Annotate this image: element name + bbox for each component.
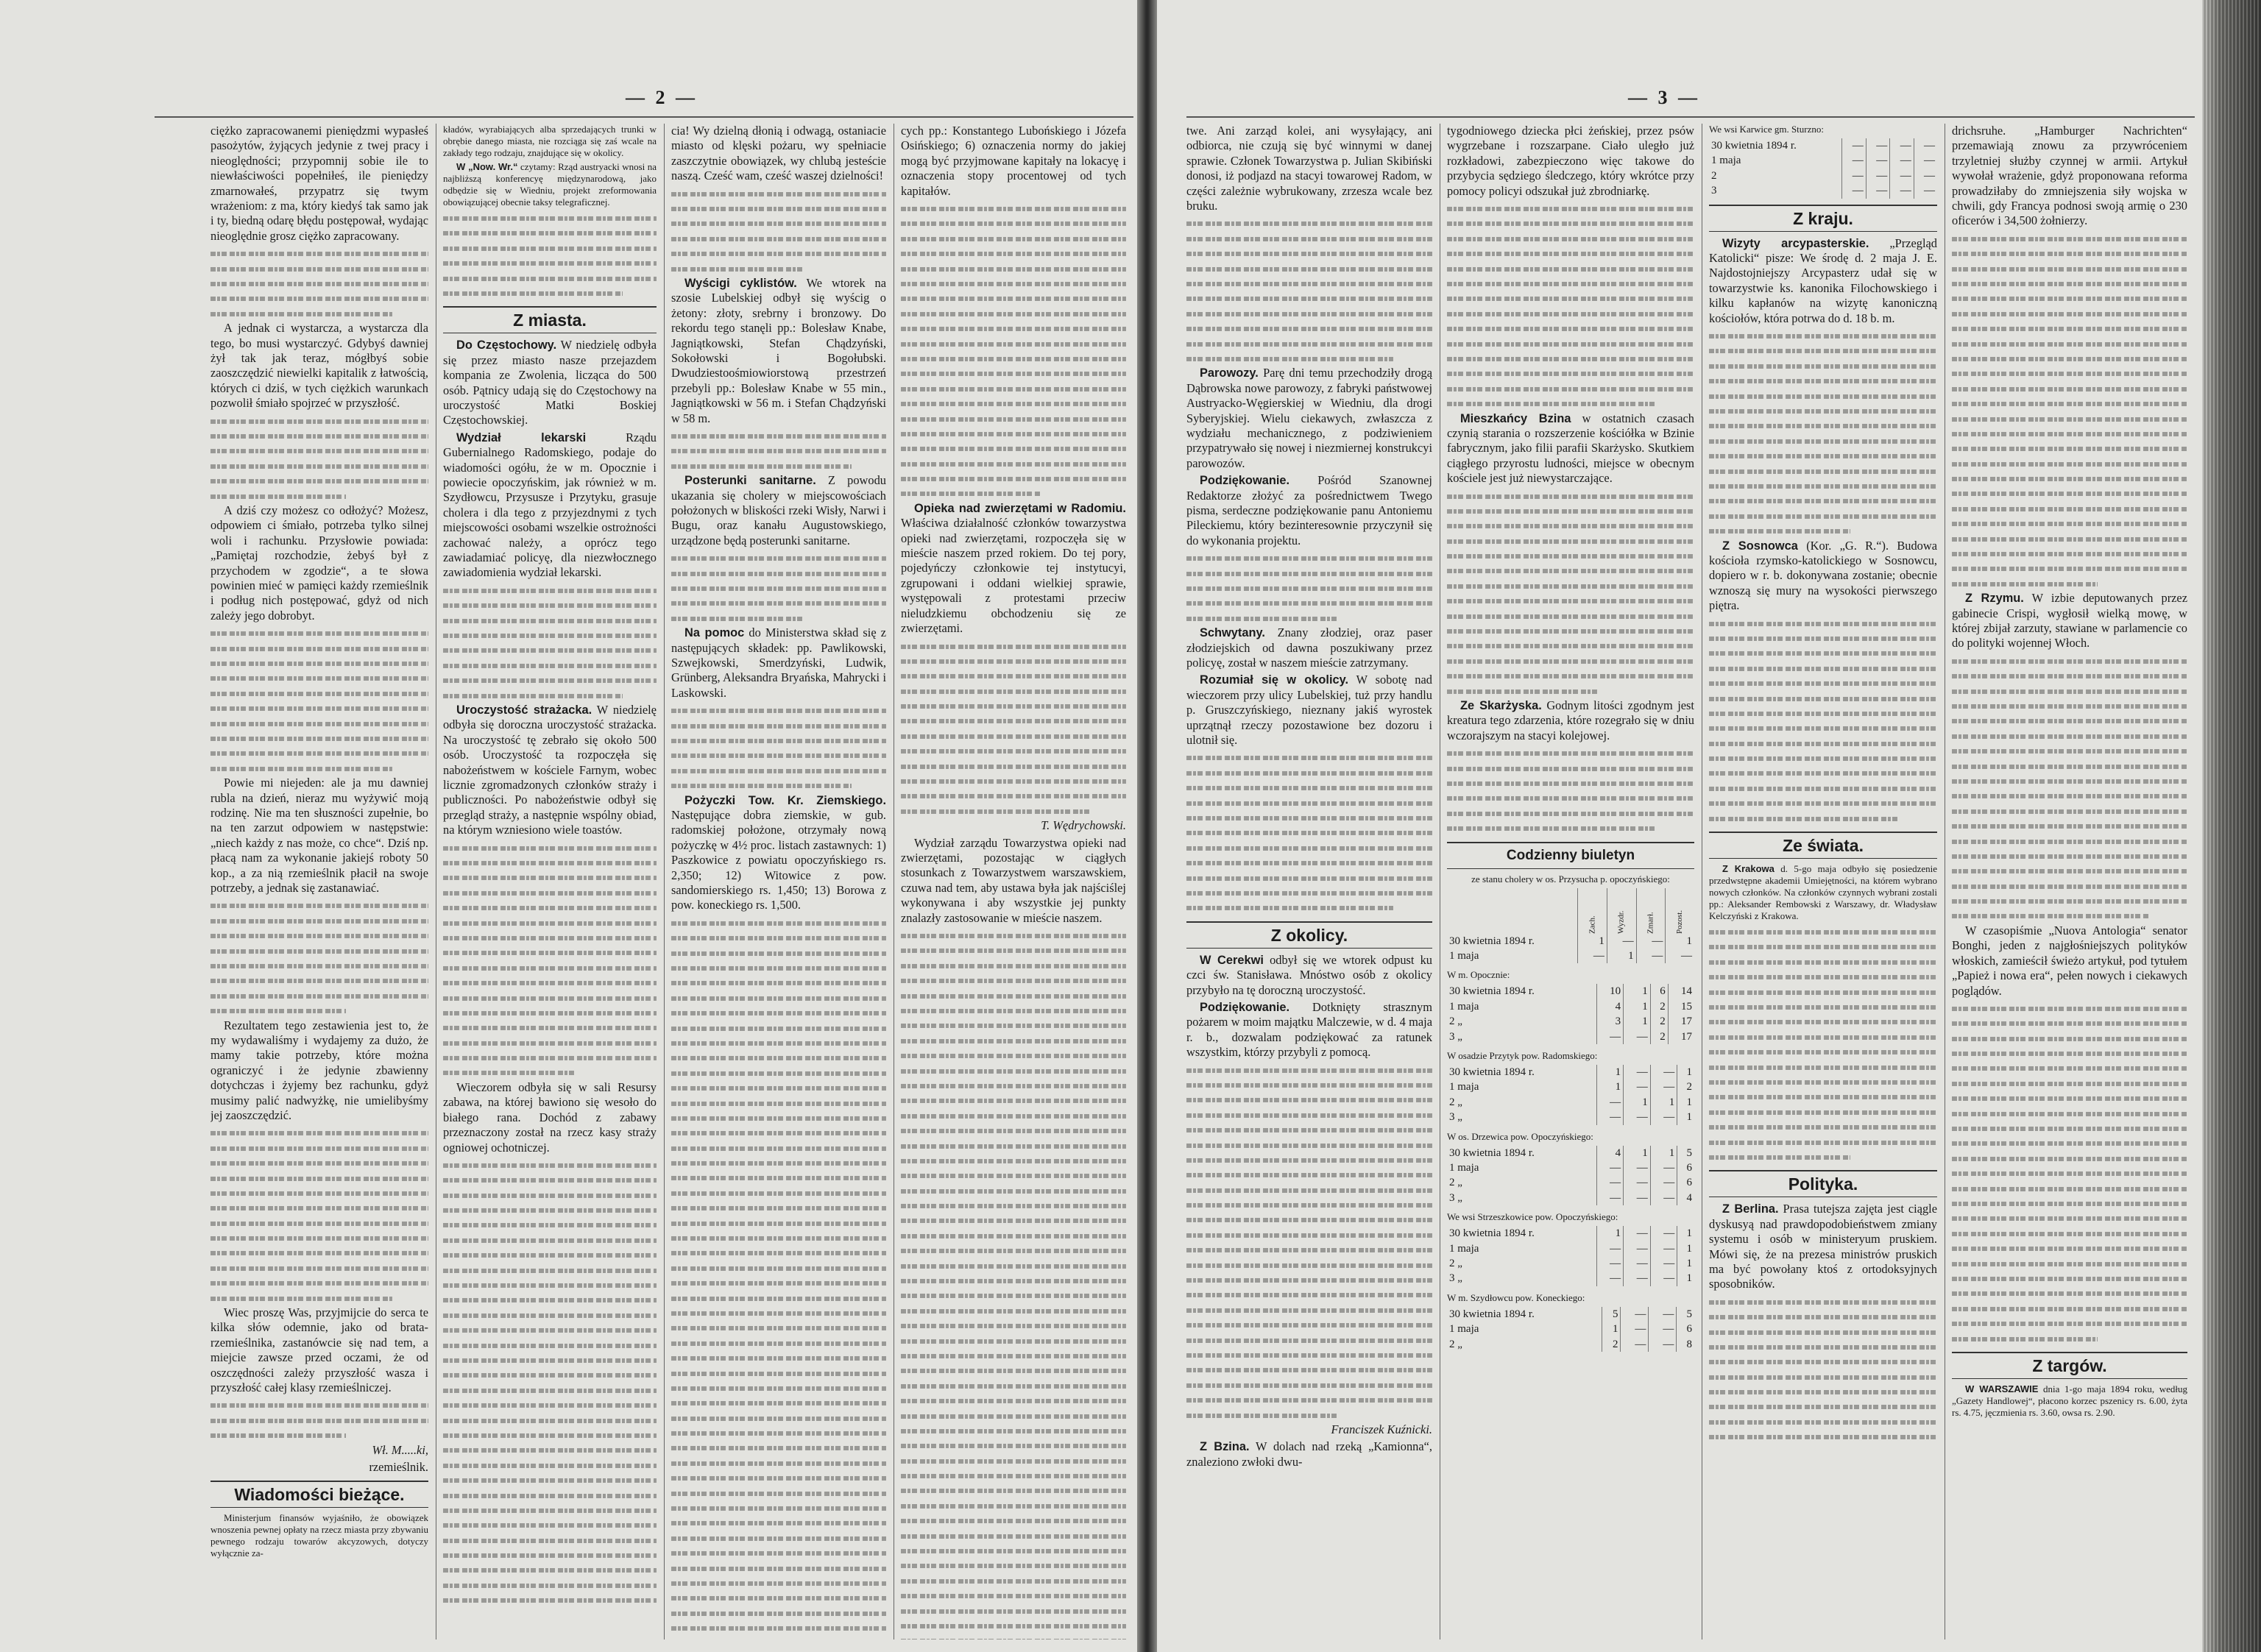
table-cell: — [1866, 138, 1890, 153]
item-text: Prasa tutejsza zajęta jest ciągle dyskusyą nad prawdopodobieństwem zmiany systemu i osób w ministeryum pruskiem. Mówi się, że na prezesa ministrów pruskich ma być powołany ktoś z ortodoksyjnych sposobników. [1709, 1202, 1937, 1291]
text-block [1709, 1294, 1937, 1444]
item-title: Wydział lekarski [456, 430, 587, 444]
text-block [1952, 653, 2187, 924]
table-cell: — [1636, 949, 1666, 963]
item-text: Z powodu ukazania się cholery w miejscowościach położonych w bliskości rzeki Wisły, Narwi i Bugu, oraz kanału Augustowskiego, urządzone będą posterunki sanitarne. [671, 473, 886, 547]
table-cell: — [1842, 153, 1867, 168]
table-cell: 1 [1596, 1226, 1624, 1241]
text-block [1709, 924, 1937, 1164]
book-gutter [1137, 0, 1157, 1652]
text-block [1186, 550, 1432, 625]
table-row [1447, 1080, 1694, 1094]
table-cell: — [1866, 169, 1890, 183]
item-text: Następujące dobra ziemskie, w gub. radomskiej położone, otrzymały nową pożyczkę w 4½ proc. listach zastawnych: 1) Paszkowice z powiatu opoczyńskiego rs. 2,350; 12) Witowice z pow. sandomierskiego rs. 1,450; 13) Borowa z pow. koneckiego rs. 1,500. [671, 807, 886, 912]
item-title: Opieka nad zwierzętami w Radomiu. [914, 501, 1126, 515]
item-title: W WARSZAWIE [1965, 1383, 2039, 1394]
item-title: Podziękowanie. [1200, 474, 1290, 488]
item-text: do Ministerstwa skład się z następujących składek: pp. Pawlikowski, Szwejkowski, Smerdzyński, Ludwik, Grünberg, Aleksandra Bryańska, Mahrycki i Laskowski. [671, 625, 886, 700]
table-row [1447, 1337, 1694, 1352]
item-text: W dolach nad rzeką „Kamionna“, znaleziono zwłoki dwu- [1186, 1439, 1432, 1469]
section-subtitle: ze stanu cholery w os. Przysucha p. opoczyńskiego: [1471, 873, 1670, 885]
table-cell: 1 [1624, 999, 1651, 1014]
section-title-biuletyn: Codzienny biuletyn [1447, 842, 1694, 869]
table-cell: 30 kwietnia 1894 r. [1449, 1308, 1535, 1320]
table-row [1447, 949, 1694, 963]
text-block [443, 210, 657, 300]
right-page [1157, 0, 2202, 1652]
column-5 [1186, 124, 1432, 1639]
item-text: czytamy: Rząd austryacki wnosi na najbliższą konferencyę międzynarodową, jako odbędzie się w Wiedniu, projekt zreformowania obowiązującej obecnie taksy telegraficznej. [443, 161, 657, 208]
section-title-polityka: Polityka. [1709, 1170, 1937, 1197]
table-row [1447, 1014, 1694, 1029]
table-cell: — [1914, 153, 1937, 168]
table-cell: 1 [1607, 949, 1636, 963]
item-title: Ze Skarżyska. [1460, 699, 1542, 712]
table-cell: — [1624, 1065, 1651, 1080]
item-title: W Cerekwi [1200, 953, 1264, 967]
table-cell: — [1650, 1271, 1677, 1286]
table-cell: 17 [1668, 1029, 1694, 1044]
table-cell: — [1596, 1241, 1624, 1256]
table-cell: — [1596, 1271, 1624, 1286]
text-block [1447, 489, 1694, 698]
text-block [1952, 1001, 2187, 1346]
paragraph: kładów, wyrabiających alba sprzedających trunki w obrębie danego miasta, nie rozciąga się zaś wcale na zakłady tego rodzaju, znajdujące się w okolicy. [443, 124, 657, 158]
table-row [1447, 1256, 1694, 1271]
cholera-table [1447, 1146, 1694, 1206]
table-cell: — [1650, 1256, 1677, 1271]
table-cell: 1 [1650, 1146, 1677, 1160]
item-title: W „Now. Wr.“ [456, 161, 518, 172]
paragraph: Rezultatem tego zestawienia jest to, że my wydawaliśmy i wydajemy za dużo, że mamy takie potrzeby, które można ograniczyć i że jedynie zbawienny dotychczas i żyjemy bez rachunku, gdyż musimy palić nadwyżkę, nie umielibyśmy jej zaoszczędzić. [210, 1018, 428, 1122]
table-cell: 6 [1677, 1160, 1694, 1175]
table-row [1447, 1175, 1694, 1190]
text-block [1186, 1063, 1432, 1422]
table-cell: 2 „ [1449, 1258, 1462, 1270]
cholera-table [1447, 888, 1694, 964]
item-text: dnia 1-go maja 1894 roku, według „Gazety Handlowej“, płacono korzec pszenicy rs. 6.00, żyta rs. 4.75, jęczmienia rs. 3.60, owsa rs. 2.90. [1952, 1383, 2187, 1418]
item-text: W niedzielę odbyła się doroczna uroczystość strażacka. Na uroczystość tę zebrało się około 500 osób. Uroczystość ta rozpoczęła się nabożeństwem w kościele Farnym, wobec licznie zgromadzonych członków straży i publiczności. Po nabożeństwie odbył się przegląd straży, a następnie wspólny obiad, na którym wzniesiono wiele toastów. [443, 702, 657, 837]
text-block [210, 1397, 428, 1442]
table-cell: 1 maja [1449, 1000, 1479, 1013]
table-row [1447, 1271, 1694, 1286]
table-cell: — [1624, 1226, 1651, 1241]
item-title: Uroczystość strażacka. [456, 703, 592, 717]
table-row [1447, 999, 1694, 1014]
table-cell: — [1842, 183, 1867, 198]
table-cell: — [1621, 1337, 1649, 1352]
table-cell: 2 [1650, 1014, 1668, 1029]
table-cell: — [1650, 1110, 1677, 1124]
item-text: W niedzielę odbyła się przez miasto nasze przejazdem kompania ze Zwolenia, licząca do 500 osób. Pątnicy udają się do Częstochowy na uroczystość Matki Boskiej Częstochowskiej. [443, 338, 657, 428]
table-cell: 3 „ [1449, 1191, 1462, 1204]
item-text: Rządu Gubernialnego Radomskiego, podaje do wiadomości ogółu, że w m. Opocznie i powiecie opoczyńskim, jak również w m. Szydłowcu, Przysusze i Przytyku, grasuje cholera i dla tego z przyjezdnymi z tych miejscowości osobami wszelkie ostrożności zachować należy, a oprócz tego zawiadamiać policyę, dla niezwłocznego zawiadomienia wydział lekarski. [443, 430, 657, 580]
table-cell: — [1624, 1110, 1651, 1124]
text-block [443, 583, 657, 703]
table-row [1447, 1160, 1694, 1175]
item-title: Rozumiał się w okolicy. [1200, 673, 1349, 687]
text-block [1447, 201, 1694, 411]
item-title: Parowozy. [1200, 366, 1259, 380]
table-cell: 8 [1677, 1337, 1694, 1352]
text-block [210, 246, 428, 321]
table-cell: 30 kwietnia 1894 r. [1449, 985, 1535, 998]
text-block [1186, 216, 1432, 366]
text-block [671, 186, 886, 276]
table-cell: 10 [1596, 984, 1624, 999]
table-cell: 1 [1677, 1226, 1694, 1241]
table-row [1709, 153, 1937, 168]
item-text: W izbie deputowanych przez gabinecie Crispi, wygłosił wielką mowę, w której zbijał zarzuty, stawiane w parlamencie co do polityki wojennej Włoch. [1952, 591, 2187, 650]
table-cell: — [1890, 183, 1914, 198]
paragraph: cia! Wy dzielną dłonią i odwagą, ostaniacie miasto od klęski pożaru, wy spełniacie zaszczytnie obowiązek, wy chlubą jesteście naszą. Cześć wam, cześć waszej dzielności! [671, 124, 886, 183]
table-cell: — [1914, 183, 1937, 198]
text-block [1952, 231, 2187, 591]
item-text: „Przegląd Katolicki“ pisze: We środę d. 2 maja J. E. Najdostojniejszy Arcypasterz udał się w towarzystwie ks. kanonika Filochowskiego i kilku kapłanów na wizytę kanoniczną kościołów, która potrwa do d. 18 b. m. [1709, 235, 1937, 325]
text-block [210, 414, 428, 503]
table-cell: — [1842, 169, 1867, 183]
item-text: Właściwa działalność członków towarzystwa opieki nad zwierzętami, rozpoczęła się w mieście naszem przed rokiem. Do tej pory, pojedyńczy członkowie tej instytucyi, zgrupowani i oddani wielkiej sprawie, występowali z protestami przeciw nieludzkiemu obchodzeniu się ze zwierzętami. [901, 516, 1126, 636]
table-cell: 1 maja [1711, 155, 1741, 167]
table-cell: — [1649, 1337, 1677, 1352]
table-cell: 3 [1711, 185, 1717, 197]
table-header-row [1447, 888, 1694, 934]
column-6 [1447, 124, 1694, 1639]
table-title: We wsi Strzeszkowice pow. Opoczyńskiego: [1447, 1211, 1618, 1223]
table-row [1447, 1065, 1694, 1080]
header-rule [155, 116, 1133, 118]
table-cell: 1 [1596, 1080, 1624, 1094]
column-7 [1709, 124, 1937, 1639]
text-block [210, 1125, 428, 1305]
text-block [1709, 616, 1937, 826]
item-title: Z Rzymu. [1965, 592, 2024, 606]
item-title: Wizyty arcypasterskie. [1722, 236, 1869, 250]
table-cell: — [1650, 1191, 1677, 1205]
table-cell: — [1650, 1175, 1677, 1190]
table-cell: — [1650, 1241, 1677, 1256]
table-cell: 2 [1677, 1080, 1694, 1094]
table-cell: — [1624, 1256, 1651, 1271]
table-cell: 1 [1677, 1256, 1694, 1271]
table-cell: 1 maja [1449, 1162, 1479, 1174]
cholera-table [1447, 984, 1694, 1044]
table-cell: 1 [1677, 1110, 1694, 1124]
column-8 [1952, 124, 2187, 1639]
table-row [1447, 1226, 1694, 1241]
item-text: Pośród Szanownej Redaktorze złożyć za pośrednictwem Twego pisma, serdeczne podziękowanie panu Antoniemu Pileckiemu, który bezinteresownie przyczynił się do wykonania projektu. [1186, 473, 1432, 547]
table-cell: 4 [1677, 1191, 1694, 1205]
table-cell: 2 [1602, 1337, 1621, 1352]
table-cell: — [1596, 1029, 1624, 1044]
item-text: (Kor. „G. R.“). Budowa kościoła rzymsko-katolickiego w Sosnowcu, dopiero w r. b. dokonywana zostanie; obecnie wznoszą się mury na wysokości pierwszego piętra. [1709, 538, 1937, 613]
table-cell: — [1866, 183, 1890, 198]
table-cell: 5 [1677, 1146, 1694, 1160]
table-cell: — [1596, 1095, 1624, 1110]
table-cell: — [1890, 138, 1914, 153]
table-row [1709, 169, 1937, 183]
text-block [443, 1158, 657, 1608]
table-cell: — [1596, 1160, 1624, 1175]
cholera-table [1447, 1226, 1694, 1286]
signature: Wł. M.....ki, [372, 1442, 428, 1457]
item-text: w ostatnich czasach czynią starania o rozszerzenie kościółka w Bzinie fabrycznym, jako filii parafii Skarżysko. Skutkiem ciągłego przyrostu ludności, miejsce w obecnym kościele jest już niewystarczające. [1447, 411, 1694, 486]
text-block [901, 639, 1126, 819]
table-cell: — [1890, 153, 1914, 168]
item-title: Wyścigi cyklistów. [684, 276, 797, 290]
table-row [1447, 984, 1694, 999]
table-row [1709, 183, 1937, 198]
table-row [1447, 1095, 1694, 1110]
table-row [1447, 1241, 1694, 1256]
text-block [1709, 328, 1937, 538]
text-block [1186, 750, 1432, 915]
table-cell: — [1636, 934, 1666, 949]
table-cell: 6 [1677, 1175, 1694, 1190]
column-rule [664, 124, 665, 1639]
signature: T. Wędrychowski. [1041, 818, 1126, 833]
item-title: Na pomoc [684, 626, 745, 640]
text-block [443, 840, 657, 1080]
section-title-z-kraju: Z kraju. [1709, 205, 1937, 232]
text-block [671, 703, 886, 793]
table-row [1447, 1191, 1694, 1205]
table-cell: — [1650, 1226, 1677, 1241]
table-cell: 30 kwietnia 1894 r. [1449, 1146, 1535, 1159]
section-title-ze-swiata: Ze świata. [1709, 832, 1937, 859]
item-text: odbył się we wtorek odpust ku czci św. Stanisława. Mnóstwo osób z okolicy przybyło na tę doroczną uroczystość. [1186, 952, 1432, 997]
table-cell: 1 [1624, 1146, 1651, 1160]
table-cell: — [1624, 1241, 1651, 1256]
table-cell: 15 [1668, 999, 1694, 1014]
table-cell: 2 [1650, 1029, 1668, 1044]
signature-sub: rzemieślnik. [369, 1460, 428, 1475]
table-row [1447, 1146, 1694, 1160]
item-text: Godnym litości zgodnym jest kreatura tego zdarzenia, które rozegrało się w dniu wczorajszym na stacyi kolejowej. [1447, 698, 1694, 742]
paragraph: tygodniowego dziecka płci żeńskiej, przez psów wygrzebane i rozszarpane. Ciało uległo już rozkładowi, zabezpieczono więc takowe do przybycia sędziego śledczego, który wkrótce przy pomocy policyi odszukał już zbrodniarkę. [1447, 124, 1694, 198]
table-cell: 1 [1596, 1065, 1624, 1080]
header-rule [1186, 116, 2195, 118]
table-title: W os. Drzewica pow. Opoczyńskiego: [1447, 1130, 1593, 1142]
table-cell: 1 [1578, 934, 1607, 949]
table-cell: 1 maja [1449, 949, 1479, 962]
item-text: Dotknięty strasznym pożarem w moim majątku Malczewie, w d. 4 maja r. b., dozwalam podziękować za ratunek wszystkim, którzy przybyli z pomocą. [1186, 999, 1432, 1060]
table-cell: 30 kwietnia 1894 r. [1449, 1227, 1535, 1240]
table-row [1709, 138, 1937, 153]
table-cell: — [1596, 1110, 1624, 1124]
text-block [210, 898, 428, 1018]
item-title: Z Krakowa [1722, 863, 1775, 875]
section-title-z-miasta: Z miasta. [443, 306, 657, 333]
page-number: — 3 — [1628, 87, 1700, 108]
table-row [1447, 1029, 1694, 1044]
table-row [1447, 1110, 1694, 1124]
table-cell: 2 „ [1449, 1096, 1462, 1108]
table-cell: 2 „ [1449, 1015, 1462, 1028]
section-title-wiadomosci: Wiadomości bieżące. [210, 1481, 428, 1508]
page-number: — 2 — [626, 87, 698, 108]
paragraph: ciężko zapracowanemi pieniędzmi wypasłeś pasożytów, żyjących jedynie z twej pracy i nieoględności; przypomnij sobie ile to niewłaściwości popełniłeś, ile pieniędzy zmarnowałeś, przypatrz się twym wrażeniom: z ma, który kiedyś tak samo jak i ty, biedną odarę błędu postępował, wydając nieoględnie grosz ciężko zapracowany. [210, 124, 428, 243]
item-title: Z Berlina. [1722, 1202, 1779, 1216]
table-cell: — [1650, 1080, 1677, 1094]
column-2 [443, 124, 657, 1639]
text-block [901, 928, 1126, 1639]
table-cell: — [1621, 1322, 1649, 1336]
table-cell: — [1842, 138, 1867, 153]
table-title: W m. Opocznie: [1447, 969, 1510, 981]
table-cell: — [1890, 169, 1914, 183]
table-cell: 1 [1624, 1014, 1651, 1029]
table-cell: — [1624, 1160, 1651, 1175]
column-header: Zmarł. [1636, 888, 1666, 934]
table-cell: — [1650, 1065, 1677, 1080]
table-cell: 1 [1677, 1065, 1694, 1080]
paragraph: A jednak ci wystarcza, a wystarcza dla tego, bo musi wystarczyć. Gdybyś dawniej żył tak jak teraz, mógłbyś sobie zaoszczędzić niewielki kapitalik z łatwością, których ci dziś, w tych ciężkich warunkach pozwolił śmiało spojrzeć w przyszłość. [210, 321, 428, 411]
table-cell: 5 [1677, 1307, 1694, 1322]
table-title: W osadzie Przytyk pow. Radomskiego: [1447, 1050, 1598, 1061]
table-cell: 1 [1677, 1241, 1694, 1256]
table-cell: 2 [1650, 999, 1668, 1014]
table-title: We wsi Karwice gm. Sturzno: [1709, 124, 1824, 135]
cholera-table [1447, 1307, 1694, 1352]
column-header: Zach. [1578, 888, 1607, 934]
table-cell: 2 „ [1449, 1338, 1462, 1350]
table-cell: — [1866, 153, 1890, 168]
table-cell: — [1624, 1175, 1651, 1190]
table-cell: 30 kwietnia 1894 r. [1711, 140, 1797, 152]
column-header: Pozost. [1666, 888, 1694, 934]
item-text: We wtorek na szosie Lubelskiej odbył się wyścig o żetony: złoty, srebrny i bronzowy. Do rekordu tego stanęli pp.: Bolesław Knabe, Jagniątkowski, Stefan Chądzyński, Sokołowski i Bogołubski. Dwudziestoośmiowiorstową przestrzeń przebyli pp.: Bolesław Knabe w 55 min., Jagniątkowski w 56 m. i Stefan Chądzyński w 58 m. [671, 275, 886, 425]
text-block [671, 550, 886, 625]
table-cell: 1 [1624, 1095, 1651, 1110]
paragraph: Powie mi niejeden: ale ja mu dawniej rubla na dzień, nieraz mu wyżywić moją rodzinę. Nie ma ten słuszności zupełnie, bo na ten zarzut odpowiem w następstwie: „niech każdy z nas może, co chce“. Dziś np. płacą nam za wykonanie jakiejś roboty 50 kop., a za nią rzemieślnik płacił na swoje potrzeby, a jednak się zastanawiać. [210, 776, 428, 895]
cholera-table [1447, 1065, 1694, 1125]
table-cell: — [1596, 1191, 1624, 1205]
table-cell: — [1624, 1271, 1651, 1286]
text-block [671, 428, 886, 473]
column-1 [210, 124, 428, 1639]
item-title: Podziękowanie. [1200, 1000, 1290, 1014]
table-row [1447, 1307, 1694, 1322]
table-cell: — [1649, 1307, 1677, 1322]
text-block [671, 915, 886, 1639]
paragraph: A dziś czy możesz co odłożyć? Możesz, odpowiem ci śmiało, potrzeba tylko silnej woli i rachunku. Przysłowie powiada: „Pamiętaj rozchodzie, żebyś był z przychodem w zgodzie“, a te słowa powinien mieć w pamięci każdy rzemieślnik i podług nich postępować, gdyż od nich zależy jego dobrobyt. [210, 503, 428, 623]
table-cell: 1 maja [1449, 1242, 1479, 1255]
table-cell: — [1624, 1029, 1651, 1044]
table-cell: 1 [1602, 1322, 1621, 1336]
table-cell: 3 [1596, 1014, 1624, 1029]
paragraph: Wieczorem odbyła się w sali Resursy zabawa, na której bawiono się wesoło do białego rana. Dochód z zabawy przeznaczony został na rzecz kasy straży ogniowej ochotniczej. [443, 1080, 657, 1155]
text-block [210, 625, 428, 776]
table-cell: 1 maja [1449, 1081, 1479, 1093]
table-cell: 1 maja [1449, 1323, 1479, 1336]
book-page-edges-texture [2202, 0, 2261, 1652]
item-text: d. 5-go maja odbyło się posiedzenie przedwstępne akademii Umiejętności, na którem wybrano nowych członków. Na członków czynnych wybrani zostali pp.: Aleksander Rembowski z Warszawy, dr. Władysław Kelczyński z Krakowa. [1709, 863, 1937, 922]
item-text: W sobotę nad wieczorem przy ulicy Lubelskiej, tuż przy handlu p. Gruszczyńskiego, nieznany jakiś wyrostek uprzątnął rzeczy pozostawione bez dozoru i ulotnił się. [1186, 673, 1432, 748]
table-cell: 1 [1624, 984, 1651, 999]
table-cell: 3 „ [1449, 1272, 1462, 1285]
table-cell: — [1624, 1080, 1651, 1094]
table-cell: 1 [1677, 1271, 1694, 1286]
column-header: Wyzdr. [1607, 888, 1636, 934]
table-row [1447, 1322, 1694, 1336]
table-cell: — [1607, 934, 1636, 949]
table-cell: 6 [1677, 1322, 1694, 1336]
table-cell: — [1914, 169, 1937, 183]
table-cell: — [1650, 1160, 1677, 1175]
table-cell: — [1666, 949, 1694, 963]
table-cell: 5 [1602, 1307, 1621, 1322]
item-title: Z Sosnowca [1722, 539, 1798, 553]
table-cell: 17 [1668, 1014, 1694, 1029]
table-cell: 2 „ [1449, 1177, 1462, 1189]
table-cell: 4 [1596, 999, 1624, 1014]
table-cell: 1 [1677, 1095, 1694, 1110]
item-title: Z Bzina. [1200, 1440, 1250, 1454]
table-cell: — [1596, 1256, 1624, 1271]
table-cell: 1 [1650, 1095, 1677, 1110]
table-cell: — [1596, 1175, 1624, 1190]
item-text: Znany złodziej, oraz paser złodziejskich od dawna poszukiwany przez policyę, został w naszem mieście zatrzymany. [1186, 625, 1432, 670]
table-cell: — [1914, 138, 1937, 153]
item-title: Mieszkańcy Bzina [1460, 411, 1571, 425]
table-row [1447, 934, 1694, 949]
paragraph: Wiec proszę Was, przyjmijcie do serca te kilka słów odemnie, jako od brata-rzemieślnika, zastanówcie się nad tem, a miejcie zawsze przed oczami, że od oszczędności zależy przyszłość wasza i przyszłość całej klasy rzemieślniczej. [210, 1305, 428, 1395]
table-cell: 2 [1711, 169, 1717, 182]
table-cell: 3 „ [1449, 1030, 1462, 1043]
paragraph: twe. Ani zarząd kolei, ani wysyłający, ani odbiorca, nie czują się być winnymi w danej sprawie. Członek Towarzystwa p. Julian Skibiński donosi, iż podjazd na stacyi towarowej Radom, w części zależnie wybrukowany, zrzesza wcale bez bruku. [1186, 124, 1432, 213]
section-title-z-okolicy: Z okolicy. [1186, 921, 1432, 949]
item-title: Schwytany. [1200, 626, 1265, 640]
paragraph: cych pp.: Konstantego Lubońskiego i Józefa Osińskiego; 6) oznaczenia normy do jakiej mogą być przyjmowane kapitały na lokacyę i oznaczenia stopy procentowej od tych kapitałów. [901, 124, 1126, 198]
table-cell: — [1649, 1322, 1677, 1336]
paragraph: Ministerjum finansów wyjaśniło, że obowiązek wnoszenia pewnej opłaty na rzecz miasta przy zbywaniu pewnego rodzaju towarów akcyzowych, dotyczy wyłącznie za- [210, 1512, 428, 1559]
table-cell: — [1578, 949, 1607, 963]
text-block [901, 201, 1126, 501]
table-cell: 3 „ [1449, 1111, 1462, 1124]
table-cell: 6 [1650, 984, 1668, 999]
table-cell: — [1624, 1191, 1651, 1205]
table-cell: 4 [1596, 1146, 1624, 1160]
item-title: Posterunki sanitarne. [684, 474, 816, 488]
table-cell: 30 kwietnia 1894 r. [1449, 1066, 1535, 1078]
table-cell: 30 kwietnia 1894 r. [1449, 935, 1535, 947]
paragraph: Wydział zarządu Towarzystwa opieki nad zwierzętami, pozostając w ciągłych stosunkach z Towarzystwem warszawskiem, czuwa nad tem, aby ustawa była jak najściślej wykonywana i aby wszystkie jej punkty znalazły zastosowanie w mieście naszem. [901, 835, 1126, 925]
item-title: Do Częstochowy. [456, 338, 557, 352]
table-cell: — [1621, 1307, 1649, 1322]
signature: Franciszek Kuźnicki. [1331, 1422, 1432, 1436]
item-text: Parę dni temu przechodziły drogą Dąbrowska nowe parowozy, z fabryki państwowej Austryacko-Węgierskiej w Wiedniu, dla drogi Syberyjskiej. Wielu ciekawych, zwłaszcza z wydziału mechanicznego, z podziwieniem przypatrywało się nowej i niezmiernej konstrukcyi parowozów. [1186, 366, 1432, 470]
cholera-table [1709, 138, 1937, 199]
paragraph: W czasopiśmie „Nuova Antologia“ senator Bonghi, jeden z najgłośniejszych polityków włoskich, zamieścił świeżo artykuł, pod tytułem „Papież i nowa era“, pełen nowych i ciekawych poglądów. [1952, 923, 2187, 998]
table-cell: 1 [1666, 934, 1694, 949]
text-block [1447, 745, 1694, 835]
table-cell: 14 [1668, 984, 1694, 999]
table-title: W m. Szydłowcu pow. Koneckiego: [1447, 1291, 1585, 1303]
column-3 [671, 124, 886, 1639]
paragraph: drichsruhe. „Hamburger Nachrichten“ przemawiają znowu za przywróceniem trzyletniej służby czynnej w armii. Artykuł wywołał wrażenie, gdyż proponowana reforma prowadziłaby do zmniejszenia siły wojska w chwili, gdy Francya podnosi swoją armię o 230 oficerów i 34,500 żołnierzy. [1952, 124, 2187, 228]
section-title-z-targow: Z targów. [1952, 1352, 2187, 1379]
column-4 [901, 124, 1126, 1639]
item-title: Pożyczki Tow. Kr. Ziemskiego. [684, 793, 886, 807]
